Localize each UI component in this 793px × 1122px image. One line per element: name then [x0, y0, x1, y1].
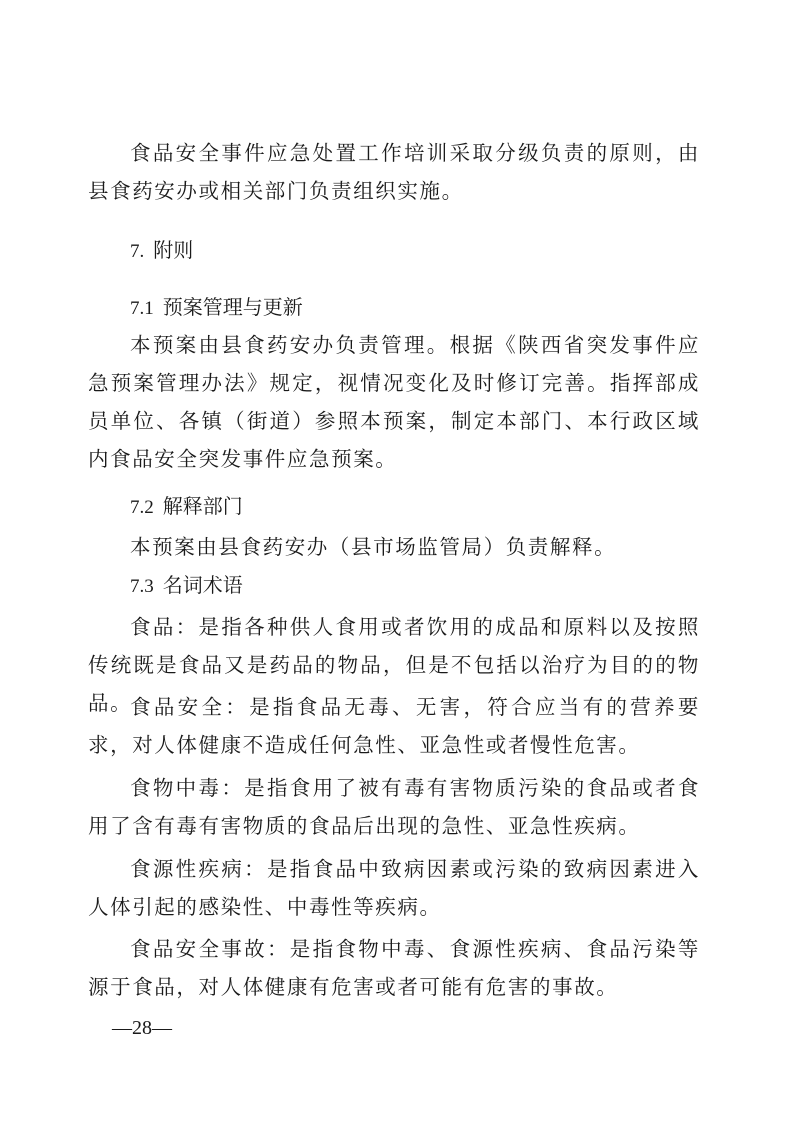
section-7-3-title: 名词术语	[162, 573, 243, 597]
intro-paragraph: 食品安全事件应急处置工作培训采取分级负责的原则，由县食药安办或相关部门负责组织实施。	[88, 141, 700, 203]
section-7-2-title: 解释部门	[162, 494, 243, 518]
term-food-safety: 食品安全：是指食品无毒、无害，符合应当有的营养要求，对人体健康不造成任何急性、亚急性或者慢性危害。	[88, 695, 700, 757]
section-7-2-body: 本预案由县食药安办（县市场监管局）负责解释。	[130, 535, 617, 559]
term-food-poisoning: 食物中毒：是指食用了被有毒有害物质污染的食品或者食用了含有毒有害物质的食品后出现的急性、亚急性疾病。	[88, 776, 700, 838]
section-7-3-heading	[130, 570, 243, 602]
term-food-safety-incident: 食品安全事故：是指食物中毒、食源性疾病、食品污染等源于食品，对人体健康有危害或者可能有危害的事故。	[88, 937, 700, 999]
section-7-3-number: 7.3	[130, 576, 154, 597]
page-number: —28—	[112, 1017, 172, 1039]
section-7-2-number: 7.2	[130, 497, 154, 518]
section-7-1-number: 7.1	[130, 298, 154, 319]
section-7-title: 附则	[153, 238, 194, 262]
section-7-1-heading	[130, 292, 303, 324]
section-7-1-body: 本预案由县食药安办负责管理。根据《陕西省突发事件应急预案管理办法》规定，视情况变化及时修订完善。指挥部成员单位、各镇（街道）参照本预案，制定本部门、本行政区域内食品安全突发事件应急预案。	[88, 333, 700, 471]
section-7-number: 7.	[130, 241, 145, 262]
section-7-1-title: 预案管理与更新	[162, 295, 303, 319]
term-foodborne-disease: 食源性疾病：是指食品中致病因素或污染的致病因素进入人体引起的感染性、中毒性等疾病。	[88, 857, 700, 919]
term-food: 食品：是指各种供人食用或者饮用的成品和原料以及按照传统既是食品又是药品的物品，但是不包括以治疗为目的的物品。	[88, 615, 700, 715]
section-7-2-heading	[130, 491, 243, 523]
section-7-heading	[130, 235, 193, 267]
